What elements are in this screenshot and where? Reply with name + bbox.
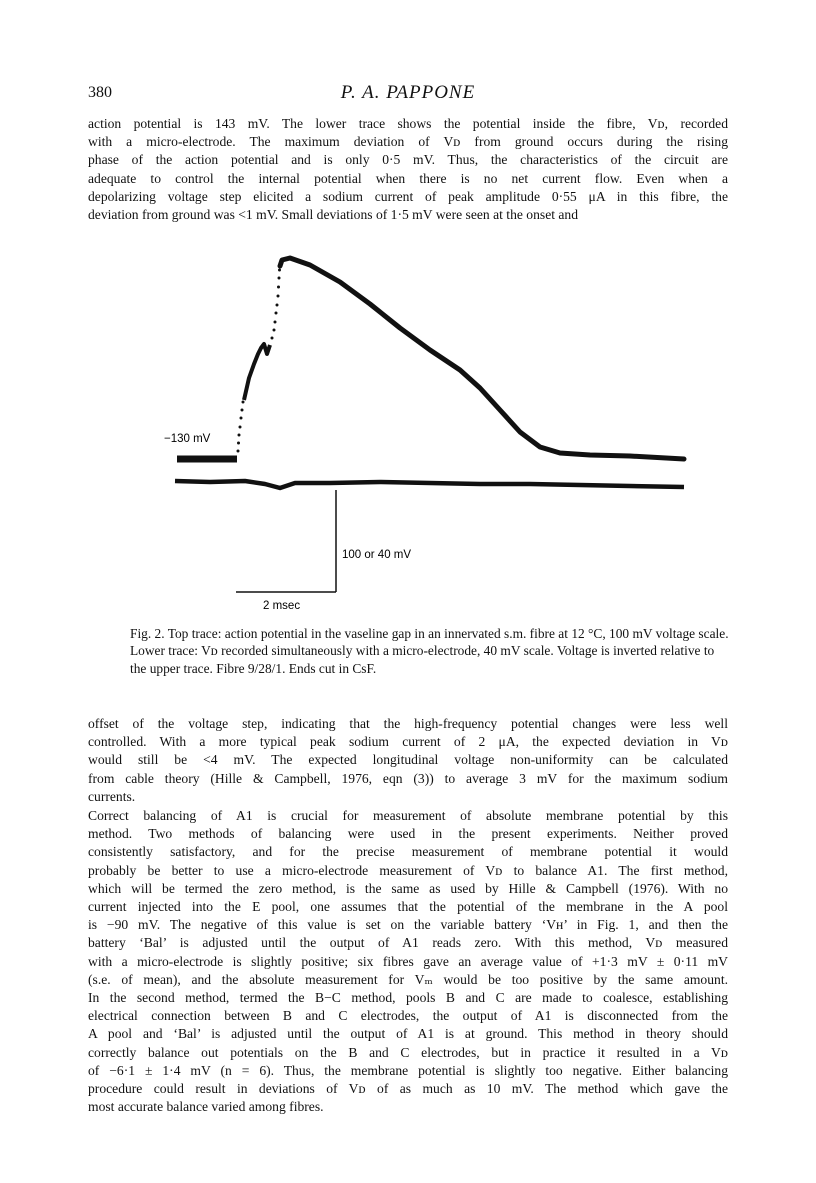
text-line: consistently satisfactory, and for the precise measurement of membrane potential it would bbox=[88, 844, 728, 860]
text-line: of −6·1 ± 1·4 mV (n = 6). Thus, the membrane potential is slightly too negative. Either balancing bbox=[88, 1062, 728, 1078]
text-line: probably be better to use a micro-electrode measurement of Vᴅ to balance A1. The first method, bbox=[88, 862, 728, 878]
text-line: from cable theory (Hille & Campbell, 1976, eqn (3)) to average 3 mV for the maximum sodium bbox=[88, 770, 728, 786]
figure-caption: Fig. 2. Top trace: action potential in the vaseline gap in an innervated s.m. fibre at 12 °C, 100 mV voltage scale. Lower trace: Vᴅ recorded simultaneously with a micro-electrode, 40 mV scale. Voltage is inverted relative to the upper trace. Fibre 9/28/1. Ends cut in CsF. bbox=[130, 626, 729, 676]
running-head: P. A. PAPPONE bbox=[340, 82, 476, 103]
page-header bbox=[88, 84, 728, 108]
page-number: 380 bbox=[88, 84, 112, 101]
text-line: controlled. With a more typical peak sodium current of 2 μA, the expected deviation in Vᴅ bbox=[88, 734, 728, 750]
figure-2 bbox=[150, 240, 710, 620]
top-trace-peak-and-decay bbox=[280, 258, 684, 459]
text-line: depolarizing voltage step elicited a sodium current of peak amplitude 0·55 μA in this fibre, the bbox=[88, 188, 728, 204]
text-line: adequate to control the internal potential when there is no net current flow. Even when a bbox=[88, 170, 728, 186]
text-line: method. Two methods of balancing were used in the present experiments. Neither proved bbox=[88, 826, 728, 842]
text-line: battery ‘Bal’ is adjusted until the output of A1 reads zero. With this method, Vᴅ measured bbox=[88, 935, 728, 951]
top-trace-dots-rising bbox=[237, 401, 245, 453]
text-line: with a micro-electrode. The maximum deviation of Vᴅ from ground occurs during the rising bbox=[88, 134, 728, 150]
text-line: procedure could result in deviations of Vᴅ of as much as 10 mV. The method which gave the bbox=[88, 1081, 728, 1097]
top-trace-dots-upstroke bbox=[271, 269, 282, 340]
text-line: with a micro-electrode is slightly positive; six fibres gave an average value of +1·3 mV ± 0·11 mV bbox=[88, 953, 728, 969]
text-line: correctly balance out potentials on the B and C electrodes, but in practice it resulted in a Vᴅ bbox=[88, 1044, 728, 1060]
text-line: most accurate balance varied among fibres. bbox=[88, 1099, 324, 1115]
text-line: electrical connection between B and C electrodes, the output of A1 is disconnected from the bbox=[88, 1008, 728, 1024]
paragraph-1 bbox=[88, 115, 728, 224]
text-line: current injected into the E pool, one assumes that the potential of the membrane in the A pool bbox=[88, 899, 728, 915]
lower-trace bbox=[175, 481, 684, 488]
text-line: A pool and ‘Bal’ is adjusted until the output of A1 is at ground. This method in theory should bbox=[88, 1026, 728, 1042]
text-line: is −90 mV. The negative of this value is set on the variable battery ‘Vʜ’ in Fig. 1, and then the bbox=[88, 917, 728, 933]
baseline-voltage-label: −130 mV bbox=[164, 433, 211, 445]
paragraph-3 bbox=[88, 807, 728, 1116]
paragraph-2 bbox=[88, 715, 728, 806]
text-line: phase of the action potential and is only 0·5 mV. Thus, the characteristics of the circuit are bbox=[88, 152, 728, 168]
text-line: currents. bbox=[88, 788, 136, 804]
time-scale-label: 2 msec bbox=[263, 600, 301, 612]
text-line: Correct balancing of A1 is crucial for measurement of absolute membrane potential by this bbox=[88, 808, 728, 823]
text-line: which will be termed the zero method, is the same as used by Hille & Campbell (1976). With no bbox=[88, 880, 728, 896]
text-line: deviation from ground was <1 mV. Small deviations of 1·5 mV were seen at the onset and bbox=[88, 207, 579, 223]
text-line: action potential is 143 mV. The lower trace shows the potential inside the fibre, Vᴅ, recorded bbox=[88, 116, 728, 131]
text-line: In the second method, termed the B−C method, pools B and C are made to coalesce, establishing bbox=[88, 990, 728, 1006]
text-line: would still be <4 mV. The expected longitudinal voltage non-uniformity can be calculated bbox=[88, 752, 728, 768]
voltage-scale-label: 100 or 40 mV bbox=[342, 549, 412, 561]
text-line: (s.e. of mean), and the absolute measurement for Vₘ would be too positive by the same amount. bbox=[88, 971, 728, 987]
text-line: offset of the voltage step, indicating that the high-frequency potential changes were less well bbox=[88, 716, 728, 731]
top-trace-rising-segment bbox=[244, 344, 270, 400]
